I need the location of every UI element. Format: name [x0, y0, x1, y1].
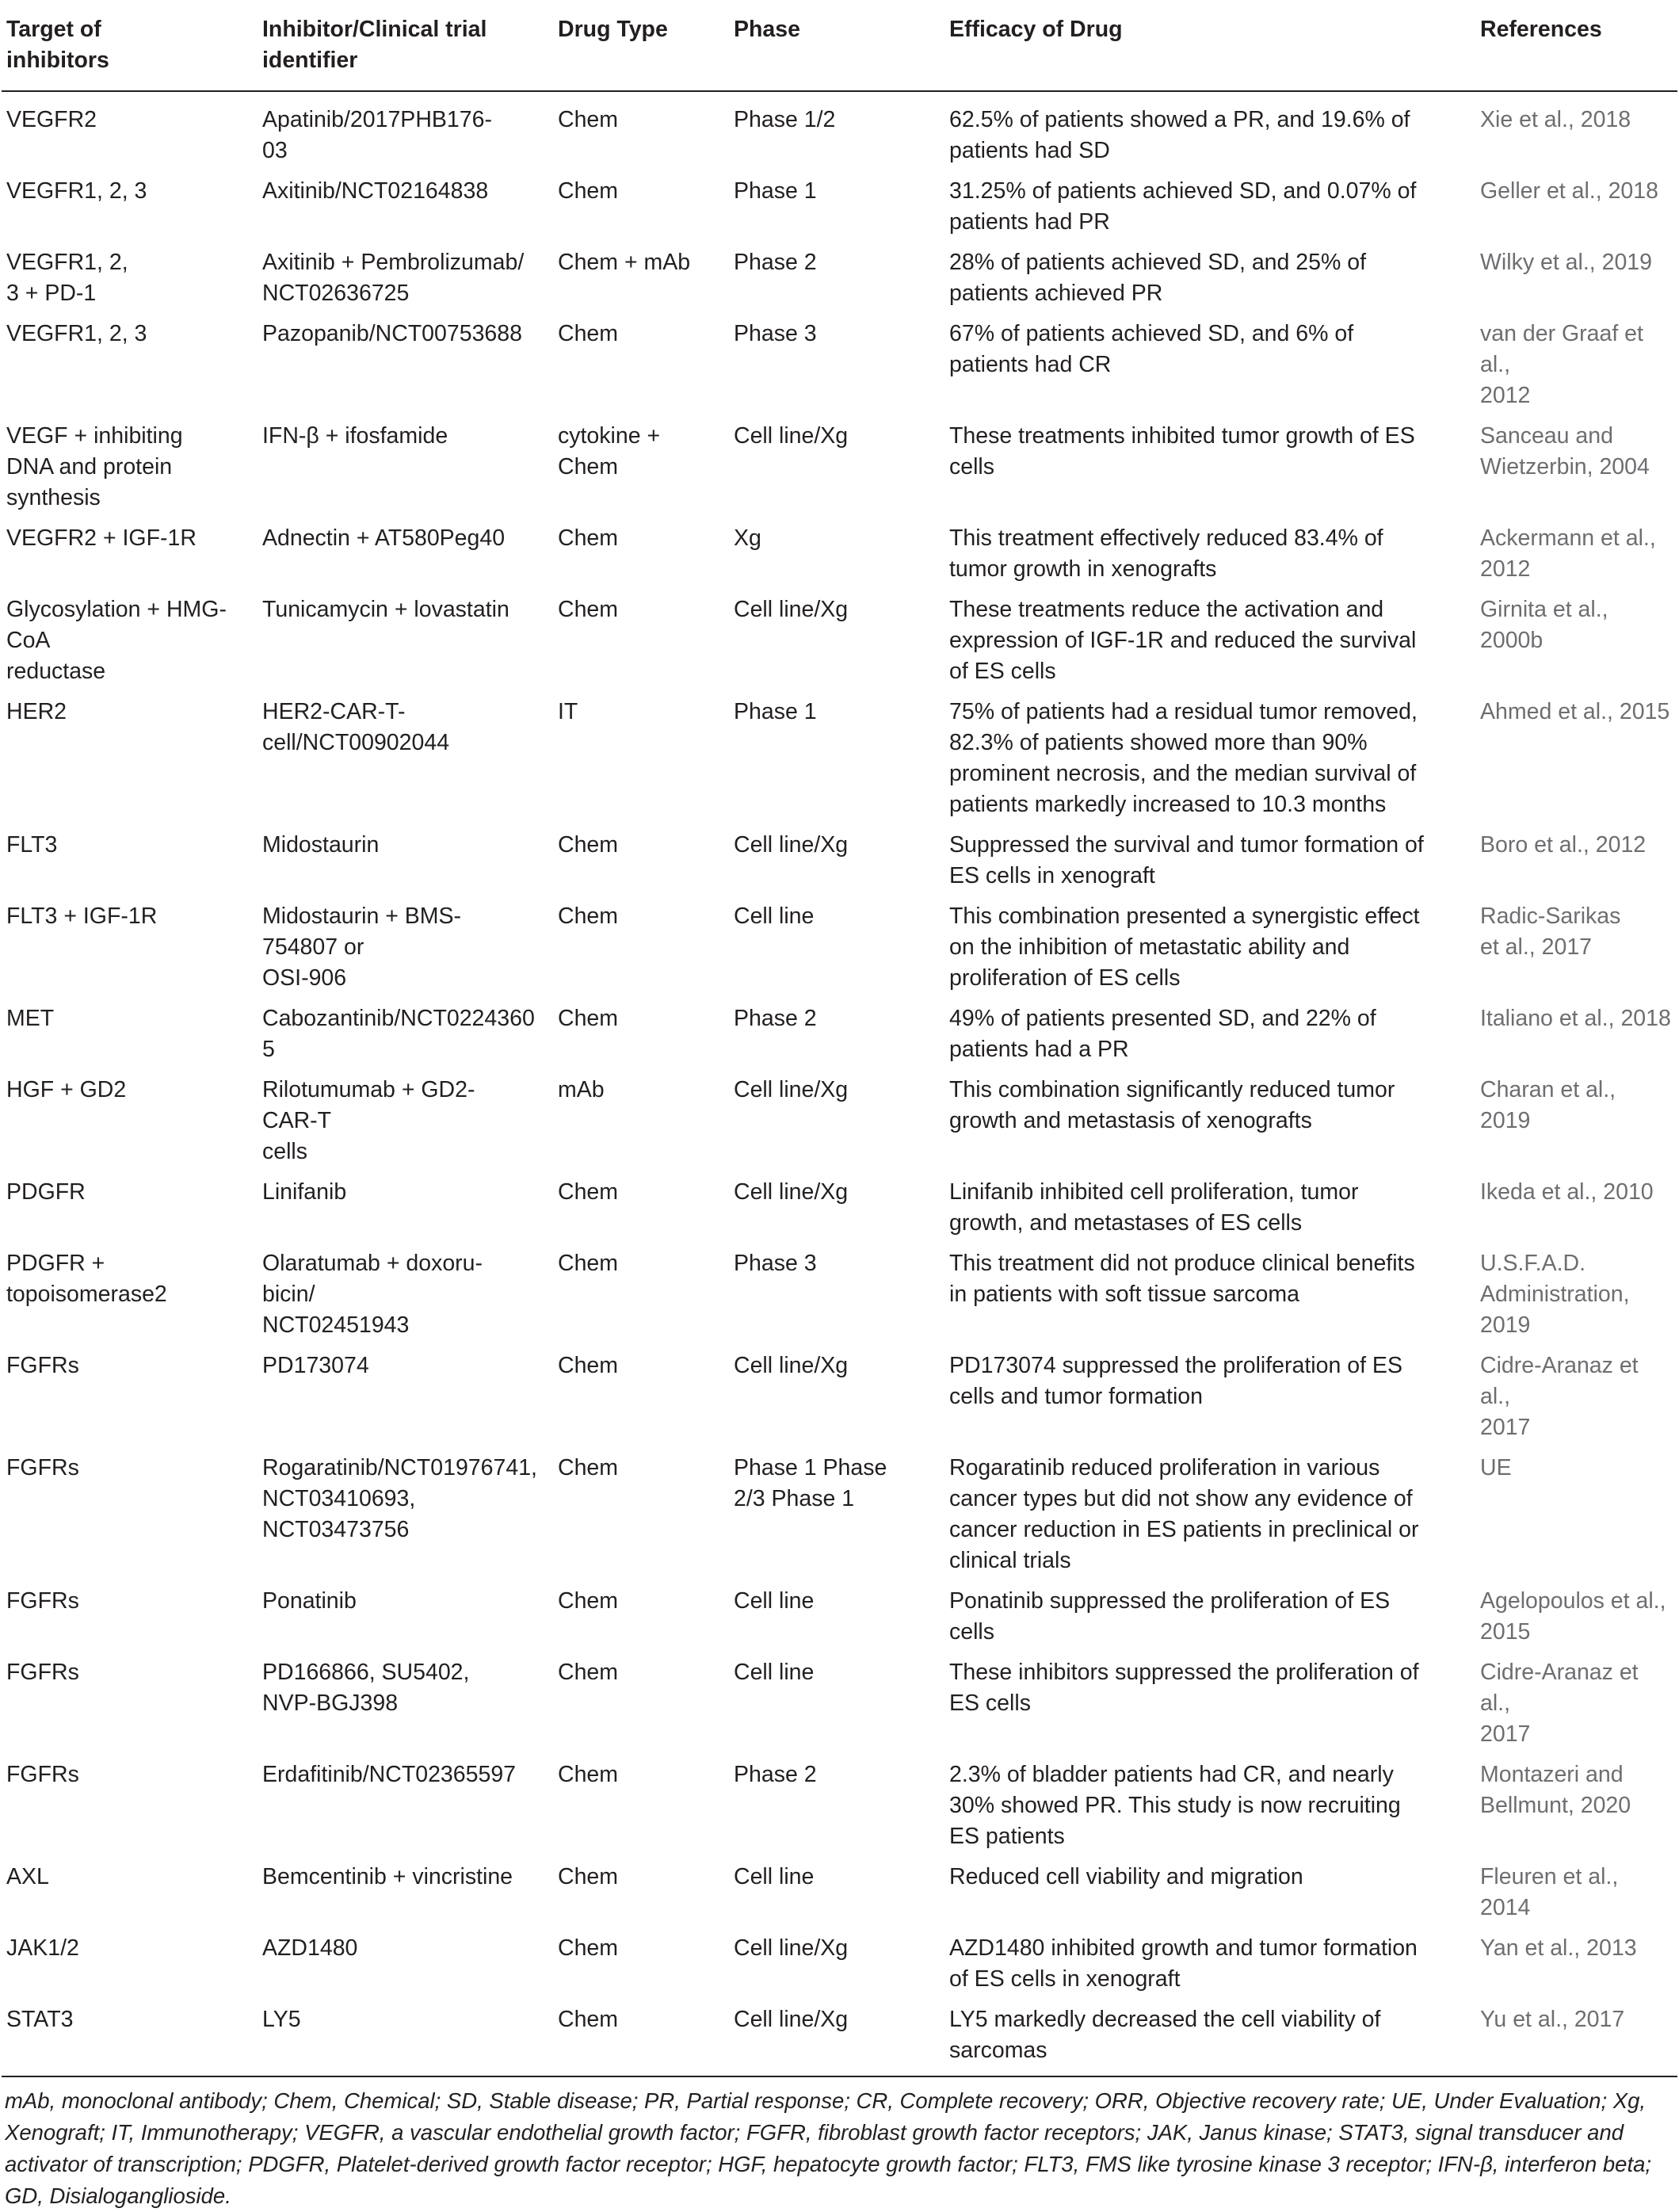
table-header: [2, 0, 1677, 91]
cell-drug-type: Chem: [558, 1353, 619, 1378]
cell-phase: Cell line/Xg: [734, 1179, 849, 1205]
cell-inhibitor: Rilotumumab + GD2- CAR-T cells: [262, 1077, 475, 1164]
cell-drug-type: Chem: [558, 1864, 619, 1889]
table-row: [2, 692, 1677, 825]
cell-phase: Cell line/Xg: [734, 832, 849, 858]
header-row: [2, 0, 1677, 91]
cell-inhibitor: Rogaratinib/NCT01976741, NCT03410693, NCT03473756: [262, 1455, 537, 1542]
cell-target: VEGFR2: [6, 107, 97, 132]
cell-reference: Xie et al., 2018: [1480, 107, 1631, 132]
cell-reference: Montazeri and Bellmunt, 2020: [1480, 1762, 1631, 1818]
cell-target: HER2: [6, 699, 67, 724]
table-row: [2, 896, 1677, 999]
cell-phase: Phase 2: [734, 1006, 817, 1031]
cell-reference: Girnita et al., 2000b: [1480, 597, 1608, 653]
cell-target: PDGFR: [6, 1179, 86, 1205]
cell-target: VEGF + inhibiting DNA and protein synthesis: [6, 423, 183, 510]
cell-drug-type: Chem: [558, 904, 619, 929]
cell-target: VEGFR2 + IGF-1R: [6, 525, 197, 551]
cell-reference: Ahmed et al., 2015: [1480, 699, 1670, 724]
cell-target: FGFRs: [6, 1455, 79, 1480]
cell-drug-type: Chem: [558, 1455, 619, 1480]
table-row: [2, 999, 1677, 1070]
cell-efficacy: 49% of patients presented SD, and 22% of patients had a PR: [949, 1006, 1376, 1062]
cell-efficacy: Rogaratinib reduced proliferation in various cancer types but did not show any evidence of cancer reduction in ES patients in preclinical or clinical trials: [949, 1455, 1419, 1573]
cell-reference: Yan et al., 2013: [1480, 1935, 1637, 1961]
inhibitor-table: [2, 0, 1677, 2077]
cell-drug-type: Chem: [558, 597, 619, 622]
cell-phase: Phase 3: [734, 321, 817, 346]
table-row: [2, 416, 1677, 518]
cell-inhibitor: Ponatinib: [262, 1588, 357, 1614]
cell-reference: Cidre-Aranaz et al., 2017: [1480, 1660, 1639, 1747]
cell-inhibitor: Adnectin + AT580Peg40: [262, 525, 506, 551]
table-row: [2, 825, 1677, 896]
cell-inhibitor: Axitinib + Pembrolizumab/ NCT02636725: [262, 250, 525, 306]
cell-reference: van der Graaf et al., 2012: [1480, 321, 1643, 408]
cell-phase: Phase 1: [734, 178, 817, 204]
cell-inhibitor: PD173074: [262, 1353, 369, 1378]
cell-efficacy: 75% of patients had a residual tumor removed, 82.3% of patients showed more than 90% prominent necrosis, and the median survival of patients markedly increased to 10.3 months: [949, 699, 1418, 817]
cell-phase: Phase 1 Phase 2/3 Phase 1: [734, 1455, 887, 1511]
cell-reference: Charan et al., 2019: [1480, 1077, 1616, 1133]
cell-drug-type: Chem + mAb: [558, 250, 691, 275]
table-row: [2, 1070, 1677, 1172]
cell-target: AXL: [6, 1864, 49, 1889]
cell-phase: Cell line: [734, 904, 815, 929]
cell-drug-type: mAb: [558, 1077, 605, 1102]
header-inhibitor: Inhibitor/Clinical trial identifier: [258, 0, 553, 91]
cell-reference: Boro et al., 2012: [1480, 832, 1647, 858]
cell-drug-type: IT: [558, 699, 578, 724]
cell-drug-type: Chem: [558, 1935, 619, 1961]
table-row: [2, 1448, 1677, 1581]
cell-efficacy: 62.5% of patients showed a PR, and 19.6% of patients had SD: [949, 107, 1410, 163]
table-row: [2, 1172, 1677, 1244]
cell-target: FLT3: [6, 832, 58, 858]
cell-efficacy: Suppressed the survival and tumor formation of ES cells in xenograft: [949, 832, 1424, 888]
cell-drug-type: Chem: [558, 321, 619, 346]
cell-reference: Cidre-Aranaz et al., 2017: [1480, 1353, 1639, 1440]
cell-reference: UE: [1480, 1455, 1512, 1480]
cell-target: Glycosylation + HMG- CoA reductase: [6, 597, 227, 684]
table-row: [2, 1928, 1677, 2000]
cell-phase: Cell line/Xg: [729, 2000, 944, 2076]
cell-inhibitor: IFN-β + ifosfamide: [262, 423, 448, 449]
cell-inhibitor: AZD1480: [262, 1935, 358, 1961]
cell-inhibitor: Olaratumab + doxoru- bicin/ NCT02451943: [262, 1251, 483, 1338]
cell-drug-type: Chem: [558, 1660, 619, 1685]
table-row: [2, 1581, 1677, 1652]
table-row: [2, 518, 1677, 590]
cell-target: VEGFR1, 2, 3: [6, 178, 147, 204]
cell-target: JAK1/2: [6, 1935, 79, 1961]
cell-drug-type: Chem: [558, 1762, 619, 1787]
cell-inhibitor: Midostaurin: [262, 832, 380, 858]
cell-reference: Ackermann et al., 2012: [1480, 525, 1656, 582]
cell-drug-type: Chem: [558, 1588, 619, 1614]
cell-reference: Wilky et al., 2019: [1480, 250, 1653, 275]
header-efficacy: Efficacy of Drug: [944, 0, 1475, 91]
cell-phase: Phase 1: [734, 699, 817, 724]
cell-phase: Cell line: [734, 1588, 815, 1614]
cell-efficacy: These treatments inhibited tumor growth of ES cells: [949, 423, 1415, 479]
cell-reference: Sanceau and Wietzerbin, 2004: [1480, 423, 1650, 479]
cell-efficacy: This combination significantly reduced tumor growth and metastasis of xenografts: [949, 1077, 1395, 1133]
cell-efficacy: This treatment effectively reduced 83.4% of tumor growth in xenografts: [949, 525, 1383, 582]
cell-reference: Italiano et al., 2018: [1480, 1006, 1671, 1031]
cell-phase: Cell line/Xg: [734, 1077, 849, 1102]
cell-efficacy: LY5 markedly decreased the cell viability of sarcomas: [944, 2000, 1475, 2076]
header-phase: Phase: [729, 0, 944, 91]
cell-target: PDGFR + topoisomerase2: [6, 1251, 167, 1307]
cell-reference: Geller et al., 2018: [1480, 178, 1658, 204]
cell-target: MET: [6, 1006, 55, 1031]
cell-target: FGFRs: [6, 1588, 79, 1614]
cell-phase: Cell line/Xg: [734, 423, 849, 449]
table-row: [2, 243, 1677, 314]
table-row: [2, 171, 1677, 243]
cell-inhibitor: HER2-CAR-T- cell/NCT00902044: [262, 699, 450, 755]
cell-target: FGFRs: [6, 1660, 79, 1685]
cell-phase: Cell line/Xg: [734, 1935, 849, 1961]
cell-drug-type: cytokine + Chem: [558, 423, 661, 479]
cell-inhibitor: Cabozantinib/NCT02243605: [262, 1006, 535, 1062]
cell-drug-type: Chem: [558, 525, 619, 551]
cell-efficacy: This treatment did not produce clinical benefits in patients with soft tissue sarcoma: [949, 1251, 1415, 1307]
cell-inhibitor: Apatinib/2017PHB176- 03: [262, 107, 492, 163]
cell-inhibitor: LY5: [258, 2000, 553, 2076]
cell-target: FGFRs: [6, 1762, 79, 1787]
cell-drug-type: Chem: [558, 1179, 619, 1205]
table-row: [2, 1346, 1677, 1448]
table-row: [2, 590, 1677, 692]
cell-phase: Cell line: [734, 1864, 815, 1889]
header-references: References: [1475, 0, 1677, 91]
cell-reference: Fleuren et al., 2014: [1480, 1864, 1619, 1920]
cell-target: VEGFR1, 2, 3: [6, 321, 147, 346]
cell-phase: Cell line/Xg: [734, 597, 849, 622]
cell-reference: U.S.F.A.D. Administration, 2019: [1480, 1251, 1630, 1338]
cell-drug-type: Chem: [558, 832, 619, 858]
cell-efficacy: This combination presented a synergistic effect on the inhibition of metastatic ability and proliferation of ES cells: [949, 904, 1420, 991]
header-drug-type: Drug Type: [553, 0, 729, 91]
cell-drug-type: Chem: [558, 1006, 619, 1031]
cell-inhibitor: Linifanib: [262, 1179, 347, 1205]
cell-drug-type: Chem: [553, 2000, 729, 2076]
header-target: Target of inhibitors: [2, 0, 258, 91]
table-row: [2, 1857, 1677, 1928]
table-row: [2, 91, 1677, 171]
table-row: [2, 314, 1677, 416]
cell-efficacy: Linifanib inhibited cell proliferation, tumor growth, and metastases of ES cells: [949, 1179, 1359, 1236]
cell-phase: Xg: [734, 525, 761, 551]
cell-inhibitor: Pazopanib/NCT00753688: [262, 321, 522, 346]
table-footnote: mAb, monoclonal antibody; Chem, Chemical; SD, Stable disease; PR, Partial response; CR, Complete recovery; ORR, Objective recovery rate; UE, Under Evaluation; Xg, Xenograft; IT, Immunotherapy; VEGFR, a vascular endothelial growth factor; FGFR, fibroblast growth factor receptors; JAK, Janus kinase; STAT3, signal transducer and activator of transcription; PDGFR, Platelet-derived growth factor receptor; HGF, hepatocyte growth factor; FLT3, FMS like tyrosine kinase 3 receptor; IFN-β, interferon beta; GD, Disialoganglioside.: [5, 2088, 1652, 2208]
cell-drug-type: Chem: [558, 107, 619, 132]
cell-target: FLT3 + IGF-1R: [6, 904, 158, 929]
cell-efficacy: Reduced cell viability and migration: [949, 1864, 1303, 1889]
cell-inhibitor: Midostaurin + BMS- 754807 or OSI-906: [262, 904, 462, 991]
cell-phase: Phase 1/2: [734, 107, 836, 132]
cell-reference: Ikeda et al., 2010: [1480, 1179, 1654, 1205]
cell-efficacy: PD173074 suppressed the proliferation of ES cells and tumor formation: [949, 1353, 1402, 1409]
cell-inhibitor: PD166866, SU5402, NVP-BGJ398: [262, 1660, 470, 1716]
cell-efficacy: 31.25% of patients achieved SD, and 0.07% of patients had PR: [949, 178, 1417, 235]
cell-phase: Cell line/Xg: [734, 1353, 849, 1378]
cell-target: FGFRs: [6, 1353, 79, 1378]
cell-drug-type: Chem: [558, 178, 619, 204]
cell-inhibitor: Erdafitinib/NCT02365597: [262, 1762, 517, 1787]
cell-target: HGF + GD2: [6, 1077, 127, 1102]
cell-efficacy: These inhibitors suppressed the proliferation of ES cells: [949, 1660, 1419, 1716]
cell-efficacy: 2.3% of bladder patients had CR, and nearly 30% showed PR. This study is now recruiting ES patients: [949, 1762, 1401, 1849]
cell-reference: Yu et al., 2017: [1475, 2000, 1677, 2076]
cell-efficacy: Ponatinib suppressed the proliferation of ES cells: [949, 1588, 1391, 1645]
cell-target: STAT3: [2, 2000, 258, 2076]
cell-phase: Phase 3: [734, 1251, 817, 1276]
cell-phase: Phase 2: [734, 250, 817, 275]
cell-efficacy: AZD1480 inhibited growth and tumor formation of ES cells in xenograft: [949, 1935, 1418, 1992]
cell-efficacy: 28% of patients achieved SD, and 25% of patients achieved PR: [949, 250, 1367, 306]
table-body: [2, 91, 1677, 2076]
table-row: [2, 1244, 1677, 1346]
table-row: [2, 1652, 1677, 1755]
cell-inhibitor: Axitinib/NCT02164838: [262, 178, 489, 204]
cell-drug-type: Chem: [558, 1251, 619, 1276]
cell-phase: Phase 2: [734, 1762, 817, 1787]
table-row: [2, 1755, 1677, 1857]
table-row: [2, 2000, 1677, 2076]
cell-reference: Agelopoulos et al., 2015: [1480, 1588, 1666, 1645]
cell-inhibitor: Tunicamycin + lovastatin: [262, 597, 509, 622]
cell-efficacy: 67% of patients achieved SD, and 6% of patients had CR: [949, 321, 1354, 377]
cell-reference: Radic-Sarikas et al., 2017: [1480, 904, 1621, 960]
cell-target: VEGFR1, 2, 3 + PD-1: [6, 250, 128, 306]
cell-inhibitor: Bemcentinib + vincristine: [262, 1864, 513, 1889]
cell-efficacy: These treatments reduce the activation and expression of IGF-1R and reduced the survival of ES cells: [949, 597, 1417, 684]
cell-phase: Cell line: [734, 1660, 815, 1685]
